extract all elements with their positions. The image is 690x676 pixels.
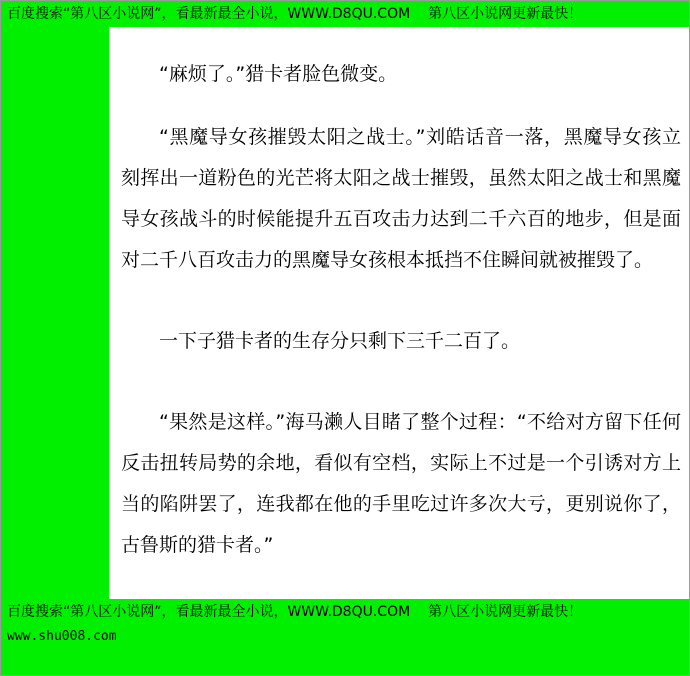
footer-strip [1,625,689,675]
top-ad-text-1: 百度搜索“第八区小说网”，看最新最全小说， [7,6,288,22]
bottom-ad-text-2: 第八区小说网更新最快！ [428,604,583,620]
paragraph: “果然是这样。”海马濑人目睹了整个过程：“不给对方留下任何反击扭转局势的余地，看似有空档，实际上不过是一个引诱对方上当的陷阱罢了，连我都在他的手里吃过许多次大亏，更别说你了，古鲁斯的猎卡者。” [121,411,681,556]
chapter-body [121,54,681,566]
top-ad-text-2: 第八区小说网更新最快！ [428,6,583,22]
bottom-ad-banner[interactable] [1,599,689,625]
bottom-ad-url: WWW.D8QU.COM [287,604,411,620]
bottom-ad-text-1: 百度搜索“第八区小说网”，看最新最全小说， [7,604,288,620]
footer-site-url[interactable]: www.shu008.com [7,629,117,644]
paragraph-spacer [121,384,681,402]
left-green-band [1,26,109,600]
paragraph-spacer [121,303,681,321]
paragraph: 一下子猎卡者的生存分只剩下三千二百了。 [159,330,521,352]
top-ad-url: WWW.D8QU.COM [287,6,411,22]
paragraph: “麻烦了。”猎卡者脸色微变。 [159,63,398,85]
reading-column [109,26,689,600]
top-ad-banner[interactable] [1,1,689,27]
paragraph: “黑魔导女孩摧毁太阳之战士。”刘皓话音一落，黑魔导女孩立刻挥出一道粉色的光芒将太阳之战士摧毁，虽然太阳之战士和黑魔导女孩战斗的时候能提升五百攻击力达到二千六百的地步，但是面对二千八百攻击力的黑魔导女孩根本抵挡不住瞬间就被摧毁了。 [121,126,681,271]
